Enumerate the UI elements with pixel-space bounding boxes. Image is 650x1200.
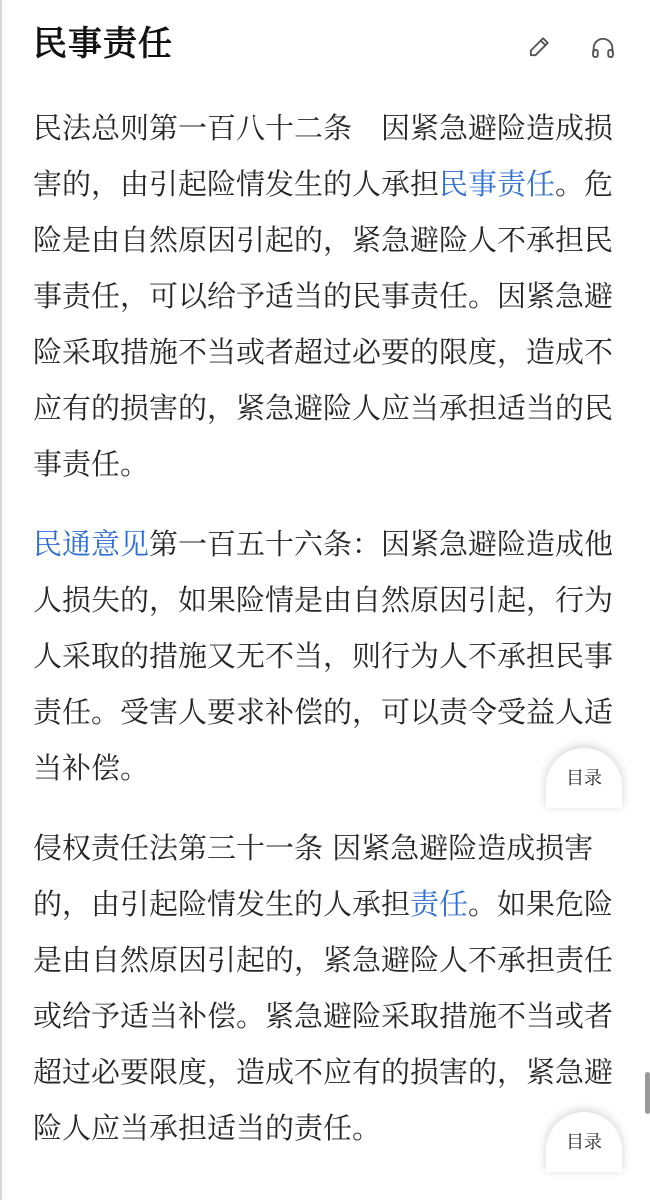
edit-icon[interactable] — [524, 32, 554, 62]
paragraph-text: 侵权责任法第三十一条 因紧急避险造成损害的，由引起险情发生的人承担 — [33, 831, 594, 921]
section-header — [0, 0, 650, 92]
paragraph-civil-code — [33, 100, 628, 492]
paragraph-civil-opinion — [33, 516, 628, 796]
link-civil-liability[interactable]: 民事责任 — [439, 167, 556, 201]
paragraph-tort-law — [33, 820, 628, 1156]
article-content — [33, 100, 628, 1180]
section-title: 民事责任 — [33, 24, 173, 64]
left-edge — [0, 0, 2, 1200]
toc-label: 目录 — [566, 1132, 602, 1153]
paragraph-text: 。如果危险是由自然原因引起的，紧急避险人不承担责任或给予适当补偿。紧急避险采取措施不当或者超过必要限度，造成不应有的损害的，紧急避险人应当承担适当的责任。 — [33, 887, 614, 1145]
paragraph-text: 第一百五十六条：因紧急避险造成他人损失的，如果险情是由自然原因引起，行为人采取的措施又无不当，则行为人不承担民事责任。受害人要求补偿的，可以责令受益人适当补偿。 — [33, 527, 614, 785]
toc-label: 目录 — [566, 768, 602, 789]
scrollbar-thumb[interactable] — [645, 1072, 650, 1114]
paragraph-text: 民法总则第一百八十二条 因紧急避险造成损害的，由引起险情发生的人承担 — [33, 111, 614, 201]
link-civil-opinion[interactable]: 民通意见 — [33, 527, 150, 561]
link-liability[interactable]: 责任 — [410, 887, 469, 921]
paragraph-text: 。危险是由自然原因引起的，紧急避险人不承担民事责任，可以给予适当的民事责任。因紧急避险采取措施不当或者超过必要的限度，造成不应有的损害的，紧急避险人应当承担适当的民事责任。 — [33, 167, 614, 481]
headphones-icon[interactable] — [588, 32, 618, 62]
